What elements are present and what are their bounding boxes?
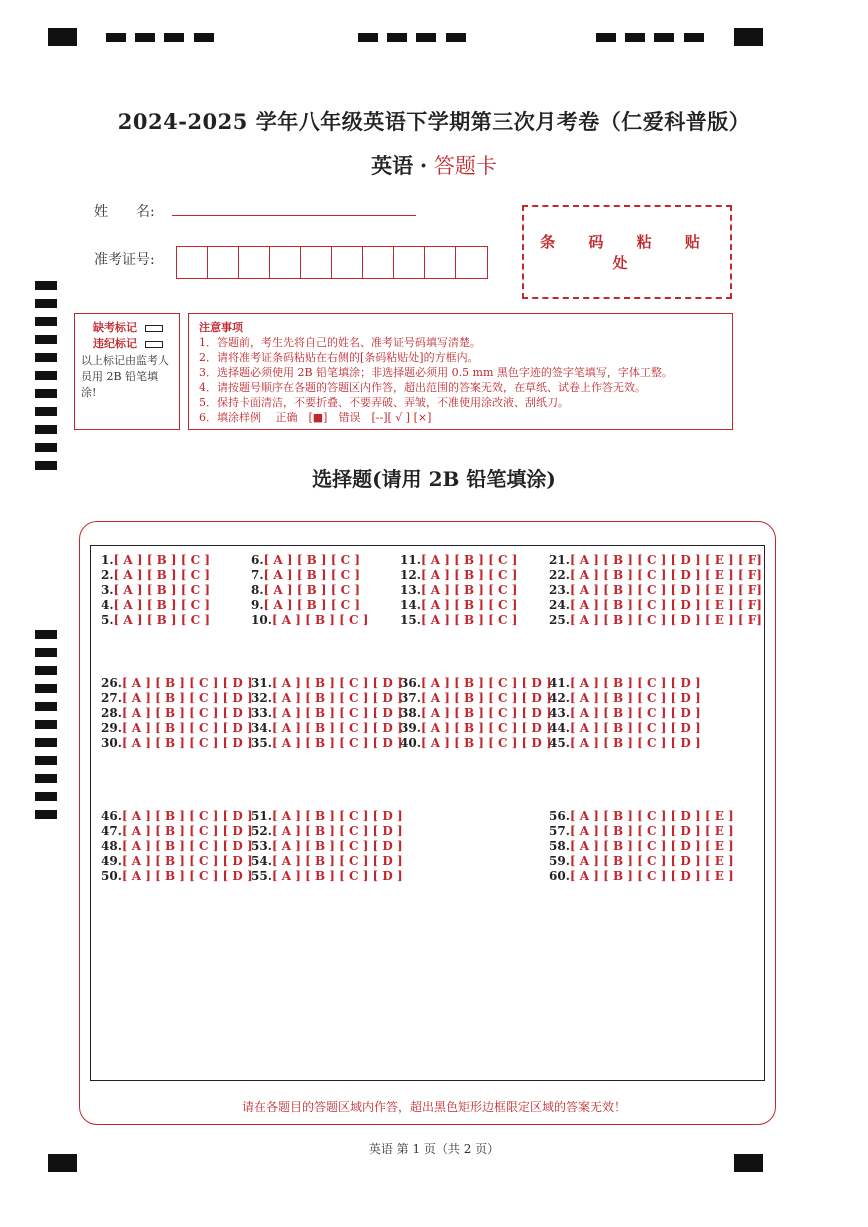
violation-mark-bubble[interactable] (145, 341, 163, 348)
side-timing-mark (35, 425, 57, 434)
answer-row[interactable] (400, 598, 517, 613)
side-timing-mark (35, 317, 57, 326)
side-timing-mark (35, 630, 57, 639)
question-number: 32. (251, 691, 272, 705)
question-number: 11. (400, 553, 421, 567)
answer-row[interactable] (400, 706, 552, 721)
question-number: 57. (549, 824, 570, 838)
separator-dot: · (419, 153, 428, 178)
answer-row[interactable] (549, 824, 734, 839)
answer-row[interactable] (101, 691, 253, 706)
answer-warning: 请在各题目的答题区域内作答，超出黑色矩形边框限定区域的答案无效！ (241, 1100, 626, 1114)
answer-column (549, 553, 762, 628)
answer-row[interactable] (400, 736, 552, 751)
side-timing-mark (35, 810, 57, 819)
answer-row[interactable] (101, 824, 253, 839)
answer-column (549, 809, 734, 884)
answer-row[interactable] (400, 691, 552, 706)
barcode-label: 条 码 粘 贴 处 (540, 233, 714, 272)
answer-bubbles[interactable]: [ A ] [ B ] [ C ] [ D ] (121, 839, 253, 853)
answer-row[interactable] (101, 721, 253, 736)
answer-row[interactable] (549, 854, 734, 869)
answer-bubbles[interactable]: [ A ] [ B ] [ C ] (420, 613, 518, 627)
answer-bubbles[interactable]: [ A ] [ B ] [ C ] [ D ] (569, 676, 701, 690)
answer-row[interactable] (101, 613, 210, 628)
side-timing-mark (35, 353, 57, 362)
answer-bubbles[interactable]: [ A ] [ B ] [ C ] [ D ] (121, 824, 253, 838)
question-number: 54. (251, 854, 272, 868)
side-timing-mark (35, 335, 57, 344)
question-number: 24. (549, 598, 570, 612)
side-timing-mark (35, 720, 57, 729)
timing-mark (194, 33, 214, 42)
question-number: 12. (400, 568, 421, 582)
answer-column (549, 676, 701, 751)
question-number: 56. (549, 809, 570, 823)
side-timing-mark (35, 389, 57, 398)
answer-row[interactable] (101, 553, 210, 568)
question-number: 28. (101, 706, 122, 720)
side-timing-mark (35, 666, 57, 675)
side-timing-mark (35, 281, 57, 290)
question-number: 38. (400, 706, 421, 720)
timing-mark (164, 33, 184, 42)
answer-bubbles[interactable]: [ A ] [ B ] [ C ] [ D ] (121, 809, 253, 823)
ticket-number-label: 准考证号: (94, 252, 155, 268)
ticket-digit-box[interactable] (394, 247, 425, 278)
answer-bubbles[interactable]: [ A ] [ B ] [ C ] [ D ] (569, 691, 701, 705)
answer-bubbles[interactable]: [ A ] [ B ] [ C ] [ D ] (271, 736, 403, 750)
answer-row[interactable] (400, 568, 517, 583)
answer-bubbles[interactable]: [ A ] [ B ] [ C ] (271, 613, 369, 627)
answer-bubbles[interactable]: [ A ] [ B ] [ C ] [ D ] (569, 706, 701, 720)
answer-bubbles[interactable]: [ A ] [ B ] [ C ] (113, 553, 211, 567)
ticket-number-boxes[interactable] (176, 246, 488, 279)
answer-bubbles[interactable]: [ A ] [ B ] [ C ] [ D ] (121, 676, 253, 690)
answer-row[interactable] (101, 676, 253, 691)
answer-bubbles[interactable]: [ A ] [ B ] [ C ] [ D ] [ E ] [ F] (569, 568, 762, 582)
answer-bubbles[interactable]: [ A ] [ B ] [ C ] [ D ] (420, 676, 552, 690)
absent-mark-bubble[interactable] (145, 325, 163, 332)
answer-column (101, 809, 253, 884)
answer-column (400, 676, 552, 751)
answer-bubbles[interactable]: [ A ] [ B ] [ C ] [ D ] (121, 736, 253, 750)
question-number: 50. (101, 869, 122, 883)
answer-column (400, 553, 517, 628)
answer-row[interactable] (251, 553, 368, 568)
name-label: 姓 名: (94, 204, 155, 220)
answer-bubbles[interactable]: [ A ] [ B ] [ C ] [ D ] (271, 869, 403, 883)
ticket-digit-box[interactable] (208, 247, 239, 278)
answer-bubbles[interactable]: [ A ] [ B ] [ C ] [ D ] (121, 869, 253, 883)
answer-row[interactable] (101, 736, 253, 751)
answer-bubbles[interactable]: [ A ] [ B ] [ C ] (113, 613, 211, 627)
answer-bubbles[interactable]: [ A ] [ B ] [ C ] (263, 598, 361, 612)
answer-bubbles[interactable]: [ A ] [ B ] [ C ] [ D ] [ E ] [ F] (569, 583, 762, 597)
answer-row[interactable] (400, 553, 517, 568)
instruction-item: 3．选择题必须使用 2B 铅笔填涂；非选择题必须用 0.5 mm 黑色字迹的签字笔填写，字体工整。 (199, 366, 673, 379)
answer-bubbles[interactable]: [ A ] [ B ] [ C ] [ D ] (420, 736, 552, 750)
side-timing-mark (35, 443, 57, 452)
ticket-digit-box[interactable] (270, 247, 301, 278)
absence-note: 以上标记由监考人员用 2B 铅笔填涂! (81, 354, 169, 399)
name-field[interactable] (172, 215, 416, 216)
answer-bubbles[interactable]: [ A ] [ B ] [ C ] [ D ] (420, 706, 552, 720)
answer-bubbles[interactable]: [ A ] [ B ] [ C ] [ D ] (121, 721, 253, 735)
question-number: 27. (101, 691, 122, 705)
answer-row[interactable] (400, 721, 552, 736)
answer-row[interactable] (101, 568, 210, 583)
answer-column (251, 809, 403, 884)
question-number: 59. (549, 854, 570, 868)
question-number: 7. (251, 568, 264, 582)
side-timing-mark (35, 774, 57, 783)
answer-row[interactable] (251, 824, 403, 839)
answer-row[interactable] (251, 583, 368, 598)
answer-bubbles[interactable]: [ A ] [ B ] [ C ] (420, 598, 518, 612)
answer-bubbles[interactable]: [ A ] [ B ] [ C ] [ D ] (271, 721, 403, 735)
absent-mark-row[interactable] (81, 320, 173, 336)
exam-title: 2024-2025 学年八年级英语下学期第三次月考卷（仁爱科普版） (117, 109, 751, 134)
answer-row[interactable] (549, 613, 762, 628)
question-number: 15. (400, 613, 421, 627)
timing-mark (416, 33, 436, 42)
answer-row[interactable] (251, 809, 403, 824)
question-number: 33. (251, 706, 272, 720)
answer-bubbles[interactable]: [ A ] [ B ] [ C ] [ D ] [ E ] (569, 839, 734, 853)
question-number: 5. (101, 613, 114, 627)
answer-bubbles[interactable]: [ A ] [ B ] [ C ] (420, 553, 518, 567)
answer-row[interactable] (549, 568, 762, 583)
question-number: 52. (251, 824, 272, 838)
answer-bubbles[interactable]: [ A ] [ B ] [ C ] [ D ] [ E ] [ F] (569, 553, 762, 567)
answer-row[interactable] (101, 854, 253, 869)
answer-row[interactable] (549, 706, 701, 721)
ticket-digit-box[interactable] (332, 247, 363, 278)
timing-mark (654, 33, 674, 42)
answer-row[interactable] (251, 691, 403, 706)
question-number: 40. (400, 736, 421, 750)
question-number: 31. (251, 676, 272, 690)
answer-row[interactable] (251, 706, 403, 721)
answer-row[interactable] (101, 598, 210, 613)
question-number: 14. (400, 598, 421, 612)
question-number: 23. (549, 583, 570, 597)
question-number: 26. (101, 676, 122, 690)
answer-row[interactable] (549, 736, 701, 751)
side-timing-mark (35, 792, 57, 801)
answer-bubbles[interactable]: [ A ] [ B ] [ C ] (420, 583, 518, 597)
section-title: 选择题(请用 2B 铅笔填涂) (312, 467, 556, 491)
instructions-box (188, 313, 733, 430)
question-number: 53. (251, 839, 272, 853)
answer-row[interactable] (251, 568, 368, 583)
question-number: 36. (400, 676, 421, 690)
answer-row[interactable] (400, 613, 517, 628)
answer-bubbles[interactable]: [ A ] [ B ] [ C ] [ D ] (271, 824, 403, 838)
side-timing-mark (35, 738, 57, 747)
instruction-item: 6．填涂样例 正确 [■] 错误 [--][ √ ] [×] (199, 411, 432, 424)
ticket-digit-box[interactable] (239, 247, 270, 278)
question-number: 51. (251, 809, 272, 823)
question-number: 13. (400, 583, 421, 597)
answer-bubbles[interactable]: [ A ] [ B ] [ C ] [ D ] [ E ] (569, 824, 734, 838)
answer-column (251, 553, 368, 628)
answer-row[interactable] (251, 869, 403, 884)
violation-mark-row[interactable] (81, 336, 173, 352)
answer-row[interactable] (400, 676, 552, 691)
question-number: 22. (549, 568, 570, 582)
timing-mark (387, 33, 407, 42)
ticket-digit-box[interactable] (301, 247, 332, 278)
question-number: 1. (101, 553, 114, 567)
answer-row[interactable] (549, 869, 734, 884)
card-subtitle (0, 150, 868, 180)
answer-bubbles[interactable]: [ A ] [ B ] [ C ] [ D ] (121, 854, 253, 868)
answer-bubbles[interactable]: [ A ] [ B ] [ C ] (113, 598, 211, 612)
answer-row[interactable] (101, 869, 253, 884)
question-number: 49. (101, 854, 122, 868)
answer-row[interactable] (251, 839, 403, 854)
absence-mark-box (74, 313, 180, 430)
absent-mark-label: 缺考标记 (93, 321, 137, 334)
answer-bubbles[interactable]: [ A ] [ B ] [ C ] [ D ] (420, 721, 552, 735)
page-footer: 英语 第 1 页（共 2 页） (368, 1142, 500, 1156)
answer-row[interactable] (101, 809, 253, 824)
question-number: 58. (549, 839, 570, 853)
answer-row[interactable] (549, 553, 762, 568)
answer-row[interactable] (251, 598, 368, 613)
answer-bubbles[interactable]: [ A ] [ B ] [ C ] (263, 568, 361, 582)
question-number: 48. (101, 839, 122, 853)
ticket-digit-box[interactable] (456, 247, 487, 278)
timing-mark (135, 33, 155, 42)
answer-bubbles[interactable]: [ A ] [ B ] [ C ] [ D ] (121, 691, 253, 705)
answer-row[interactable] (251, 676, 403, 691)
ticket-digit-box[interactable] (177, 247, 208, 278)
answer-bubbles[interactable]: [ A ] [ B ] [ C ] [ D ] (271, 676, 403, 690)
question-number: 21. (549, 553, 570, 567)
timing-mark (106, 33, 126, 42)
corner-mark-top-left (48, 28, 77, 46)
question-number: 43. (549, 706, 570, 720)
ticket-digit-box[interactable] (425, 247, 456, 278)
side-timing-mark (35, 299, 57, 308)
answer-bubbles[interactable]: [ A ] [ B ] [ C ] (113, 568, 211, 582)
answer-row[interactable] (101, 583, 210, 598)
side-timing-mark (35, 371, 57, 380)
question-number: 34. (251, 721, 272, 735)
answer-bubbles[interactable]: [ A ] [ B ] [ C ] (113, 583, 211, 597)
question-number: 10. (251, 613, 272, 627)
timing-mark (358, 33, 378, 42)
answer-bubbles[interactable]: [ A ] [ B ] [ C ] [ D ] (271, 839, 403, 853)
question-number: 6. (251, 553, 264, 567)
instructions-heading: 注意事项 (199, 321, 243, 334)
question-number: 39. (400, 721, 421, 735)
instruction-item: 1．答题前，考生先将自己的姓名、准考证号码填写清楚。 (199, 336, 481, 349)
answer-row[interactable] (101, 839, 253, 854)
answer-row[interactable] (251, 613, 368, 628)
barcode-area (522, 205, 732, 299)
answer-row[interactable] (101, 706, 253, 721)
answer-bubbles[interactable]: [ A ] [ B ] [ C ] [ D ] [ E ] [ F] (569, 613, 762, 627)
answer-row[interactable] (549, 676, 701, 691)
answer-bubbles[interactable]: [ A ] [ B ] [ C ] [ D ] (271, 706, 403, 720)
side-timing-mark (35, 407, 57, 416)
question-number: 55. (251, 869, 272, 883)
answer-column (101, 676, 253, 751)
question-number: 47. (101, 824, 122, 838)
answer-row[interactable] (549, 809, 734, 824)
timing-mark (596, 33, 616, 42)
side-timing-mark (35, 756, 57, 765)
corner-mark-top-right (734, 28, 763, 46)
answer-bubbles[interactable]: [ A ] [ B ] [ C ] [ D ] (271, 854, 403, 868)
question-number: 30. (101, 736, 122, 750)
answer-row[interactable] (549, 598, 762, 613)
answer-row[interactable] (549, 839, 734, 854)
question-number: 4. (101, 598, 114, 612)
question-number: 42. (549, 691, 570, 705)
question-number: 29. (101, 721, 122, 735)
timing-mark (625, 33, 645, 42)
question-number: 37. (400, 691, 421, 705)
instruction-item: 4．请按题号顺序在各题的答题区内作答，超出范围的答案无效，在草纸、试卷上作答无效。 (199, 381, 646, 394)
instruction-item: 2．请将准考证条码粘贴在右侧的[条码粘贴处]的方框内。 (199, 351, 479, 364)
answer-row[interactable] (400, 583, 517, 598)
question-number: 45. (549, 736, 570, 750)
timing-mark (446, 33, 466, 42)
instruction-item: 5．保持卡面清洁，不要折叠、不要弄破、弄皱，不准使用涂改液、刮纸刀。 (199, 396, 569, 409)
answer-card-label: 答题卡 (433, 154, 497, 178)
answer-row[interactable] (251, 721, 403, 736)
question-number: 35. (251, 736, 272, 750)
violation-mark-label: 违纪标记 (93, 337, 137, 350)
answer-bubbles[interactable]: [ A ] [ B ] [ C ] [ D ] [ E ] (569, 869, 734, 883)
answer-bubbles[interactable]: [ A ] [ B ] [ C ] [ D ] (271, 809, 403, 823)
question-number: 2. (101, 568, 114, 582)
answer-column (101, 553, 210, 628)
timing-mark (684, 33, 704, 42)
ticket-digit-box[interactable] (363, 247, 394, 278)
answer-bubbles[interactable]: [ A ] [ B ] [ C ] (263, 583, 361, 597)
question-number: 46. (101, 809, 122, 823)
answer-bubbles[interactable]: [ A ] [ B ] [ C ] [ D ] (569, 736, 701, 750)
answer-bubbles[interactable]: [ A ] [ B ] [ C ] [ D ] (121, 706, 253, 720)
question-number: 25. (549, 613, 570, 627)
question-number: 44. (549, 721, 570, 735)
answer-bubbles[interactable]: [ A ] [ B ] [ C ] [ D ] [ E ] (569, 809, 734, 823)
answer-column (251, 676, 403, 751)
answer-bubbles[interactable]: [ A ] [ B ] [ C ] [ D ] (271, 691, 403, 705)
question-number: 3. (101, 583, 114, 597)
answer-row[interactable] (549, 583, 762, 598)
answer-row[interactable] (549, 691, 701, 706)
side-timing-mark (35, 702, 57, 711)
answer-bubbles[interactable]: [ A ] [ B ] [ C ] [ D ] [ E ] (569, 854, 734, 868)
question-number: 41. (549, 676, 570, 690)
question-number: 60. (549, 869, 570, 883)
subject-label: 英语 (371, 153, 414, 178)
side-timing-mark (35, 684, 57, 693)
answer-row[interactable] (251, 736, 403, 751)
question-number: 9. (251, 598, 264, 612)
answer-bubbles[interactable]: [ A ] [ B ] [ C ] (420, 568, 518, 582)
answer-row[interactable] (549, 721, 701, 736)
question-number: 8. (251, 583, 264, 597)
answer-bubbles[interactable]: [ A ] [ B ] [ C ] (263, 553, 361, 567)
answer-bubbles[interactable]: [ A ] [ B ] [ C ] [ D ] [ E ] [ F] (569, 598, 762, 612)
side-timing-mark (35, 648, 57, 657)
answer-bubbles[interactable]: [ A ] [ B ] [ C ] [ D ] (420, 691, 552, 705)
answer-bubbles[interactable]: [ A ] [ B ] [ C ] [ D ] (569, 721, 701, 735)
answer-row[interactable] (251, 854, 403, 869)
